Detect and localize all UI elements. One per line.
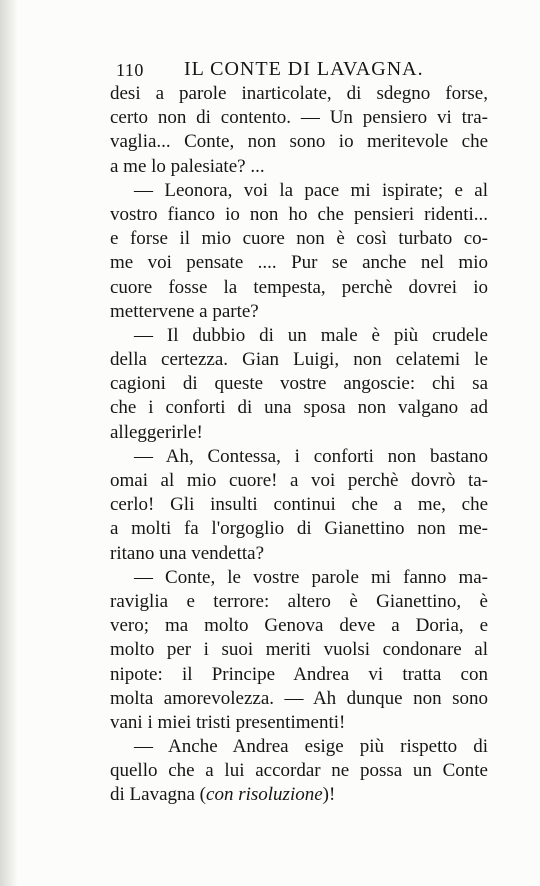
final-line-end: )! bbox=[322, 784, 336, 806]
stage-direction: con risoluzione bbox=[206, 784, 323, 806]
text-line: vostro fianco io non ho che pensieri ridenti... bbox=[110, 203, 488, 225]
text-line: vani i miei tristi presentimenti! bbox=[110, 711, 346, 733]
text-line: desi a parole inarticolate, di sdegno forse, bbox=[110, 83, 488, 104]
text-line: cuore fosse la tempesta, perchè dovrei io bbox=[110, 276, 488, 298]
text-line: a molti fa l'orgoglio di Gianettino non me- bbox=[110, 518, 488, 540]
text-line: a me lo palesiate? ... bbox=[110, 155, 265, 177]
text-line: — Conte, le vostre parole mi fanno ma- bbox=[134, 566, 488, 588]
text-line: molto per i suoi meriti vuolsi condonare al bbox=[110, 639, 488, 661]
text-line: — Il dubbio di un male è più crudele bbox=[134, 324, 488, 346]
text-line: — Leonora, voi la pace mi ispirate; e al bbox=[134, 179, 488, 201]
text-line: — Ah, Contessa, i conforti non bastano bbox=[134, 445, 488, 467]
text-line-final bbox=[110, 783, 488, 807]
text-line: omai al mio cuore! a voi perchè dovrò ta- bbox=[110, 470, 488, 491]
text-line: certo non di contento. — Un pensiero vi tra- bbox=[110, 107, 488, 129]
text-line: raviglia e terrore: altero è Gianettino, è bbox=[110, 590, 488, 612]
text-line: me voi pensate .... Pur se anche nel mio bbox=[110, 252, 488, 274]
text-line: molta amorevolezza. — Ah dunque non sono bbox=[110, 687, 488, 709]
text-line: cagioni di queste vostre angoscie: chi sa bbox=[110, 373, 488, 395]
text-line: nipote: il Principe Andrea vi tratta con bbox=[110, 663, 488, 685]
page-number: 110 bbox=[116, 60, 144, 80]
body-text bbox=[110, 82, 488, 808]
text-line: vaglia... Conte, non sono io meritevole che bbox=[110, 131, 488, 153]
text-line: alleggerirle! bbox=[110, 421, 203, 443]
text-line: della certezza. Gian Luigi, non celatemi le bbox=[110, 349, 488, 371]
final-line-text: di Lavagna ( bbox=[110, 784, 207, 806]
text-line: vero; ma molto Genova deve a Doria, e bbox=[110, 615, 488, 637]
running-title: IL CONTE DI LAVAGNA. bbox=[184, 58, 424, 80]
text-line: mettervene a parte? bbox=[110, 300, 259, 322]
text-line: ritano una vendetta? bbox=[110, 542, 265, 564]
text-line: che i conforti di una sposa non valgano ad bbox=[110, 397, 488, 419]
text-line: cerlo! Gli insulti continui che a me, che bbox=[110, 494, 488, 516]
binding-shadow bbox=[0, 0, 18, 886]
text-line: e forse il mio cuore non è così turbato co- bbox=[110, 228, 488, 250]
text-line: — Anche Andrea esige più rispetto di bbox=[134, 736, 488, 758]
text-line: quello che a lui accordar ne possa un Conte bbox=[110, 760, 488, 782]
